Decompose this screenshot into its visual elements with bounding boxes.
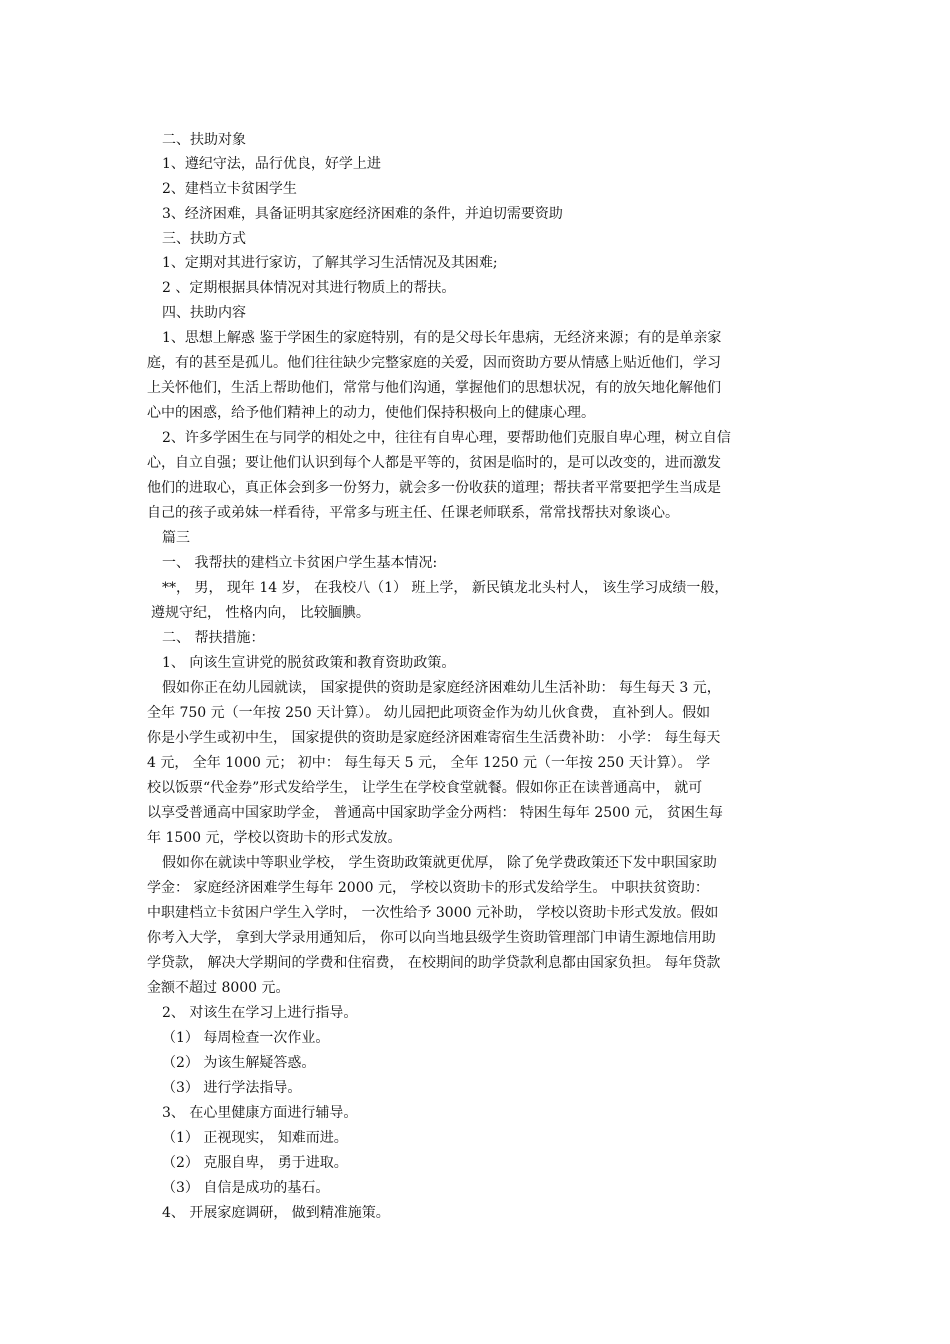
text-line: （2） 克服自卑， 勇于进取。 [162, 1155, 348, 1171]
text-line: 上关怀他们，生活上帮助他们，常常与他们沟通，掌握他们的思想状况，有的放矢地化解他们 [147, 380, 721, 396]
text-line: （1） 每周检查一次作业。 [162, 1030, 330, 1046]
text-line: 中职建档立卡贫困户学生入学时， 一次性给予 3000 元补助， 学校以资助卡形式发放。假如 [147, 905, 719, 921]
text-line: 年 1500 元，学校以资助卡的形式发放。 [147, 830, 402, 846]
text-line: **， 男， 现年 14 岁， 在我校八（1） 班上学， 新民镇龙北头村人， 该生学习成绩一般， [162, 580, 729, 596]
text-line: 1、 向该生宣讲党的脱贫政策和教育资助政策。 [162, 655, 456, 671]
text-line: 校以饭票“代金券”形式发给学生， 让学生在学校食堂就餐。假如你正在读普通高中， 就可 [147, 780, 703, 796]
text-line: 庭，有的甚至是孤儿。他们往往缺少完整家庭的关爱，因而资助方要从情感上贴近他们，学习 [147, 355, 721, 371]
section-title: 篇三 [162, 530, 190, 546]
text-line: 2、许多学困生在与同学的相处之中，往往有自卑心理，要帮助他们克服自卑心理，树立自信 [162, 430, 731, 446]
text-line: 以享受普通高中国家助学金， 普通高中国家助学金分两档： 特困生每年 2500 元， 贫困生每 [147, 805, 723, 821]
text-line: 假如你在就读中等职业学校， 学生资助政策就更优厚， 除了免学费政策还下发中职国家助 [162, 855, 717, 871]
text-line: 全年 750 元（一年按 250 天计算）。 幼儿园把此项资金作为幼儿伙食费， 直补到人。假如 [147, 705, 711, 721]
text-line: 1、遵纪守法，品行优良，好学上进 [162, 156, 381, 172]
text-line: 4 元， 全年 1000 元； 初中： 每生每天 5 元， 全年 1250 元（一年按 250 天计算）。 学 [147, 755, 711, 771]
text-line: 你是小学生或初中生， 国家提供的资助是家庭经济困难寄宿生生活费补助： 小学： 每生每天 [147, 730, 721, 746]
text-line: 他们的进取心，真正体会到多一份努力，就会多一份收获的道理；帮扶者平常要把学生当成是 [147, 480, 721, 496]
text-line: （2） 为该生解疑答惑。 [162, 1055, 316, 1071]
text-line: （3） 自信是成功的基石。 [162, 1180, 330, 1196]
text-line: 1、定期对其进行家访，了解其学习生活情况及其困难; [162, 255, 498, 271]
text-line: 3、 在心里健康方面进行辅导。 [162, 1105, 358, 1121]
text-line: 4、 开展家庭调研， 做到精准施策。 [162, 1205, 390, 1221]
text-line: 1、思想上解惑 鉴于学困生的家庭特别，有的是父母长年患病，无经济来源；有的是单亲家 [162, 330, 722, 346]
text-line: 2 、定期根据具体情况对其进行物质上的帮扶。 [162, 280, 456, 296]
text-line: 学金： 家庭经济困难学生每年 2000 元， 学校以资助卡的形式发给学生。 中职扶贫资助： [147, 880, 709, 896]
text-line: 二、 帮扶措施： [162, 630, 265, 646]
heading-help-methods: 三、扶助方式 [162, 231, 246, 247]
text-line: 学贷款， 解决大学期间的学费和住宿费， 在校期间的助学贷款利息都由国家负担。 每年贷款 [147, 955, 721, 971]
text-line: 心中的困惑，给予他们精神上的动力，使他们保持积极向上的健康心理。 [147, 405, 595, 421]
heading-help-targets: 二、扶助对象 [162, 132, 246, 148]
text-line: 假如你正在幼儿园就读， 国家提供的资助是家庭经济困难幼儿生活补助： 每生每天 3 元， [162, 680, 721, 696]
text-line: 2、建档立卡贫困学生 [162, 181, 297, 197]
text-line: 3、经济困难，具备证明其家庭经济困难的条件，并迫切需要资助 [162, 206, 563, 222]
text-line: （3） 进行学法指导。 [162, 1080, 302, 1096]
text-line: 心，自立自强；要让他们认识到每个人都是平等的，贫困是临时的，是可以改变的，进而激发 [147, 455, 721, 471]
text-line: 2、 对该生在学习上进行指导。 [162, 1005, 358, 1021]
text-line: 遵规守纪， 性格内向， 比较腼腆。 [151, 605, 370, 621]
text-line: （1） 正视现实， 知难而进。 [162, 1130, 348, 1146]
heading-help-content: 四、扶助内容 [162, 305, 246, 321]
text-line: 你考入大学， 拿到大学录用通知后， 你可以向当地县级学生资助管理部门申请生源地信用助 [147, 930, 716, 946]
text-line: 金额不超过 8000 元。 [147, 980, 290, 996]
text-line: 一、 我帮扶的建档立卡贫困户学生基本情况: [162, 555, 438, 571]
text-line: 自己的孩子或弟妹一样看待，平常多与班主任、任课老师联系，常常找帮扶对象谈心。 [147, 505, 679, 521]
